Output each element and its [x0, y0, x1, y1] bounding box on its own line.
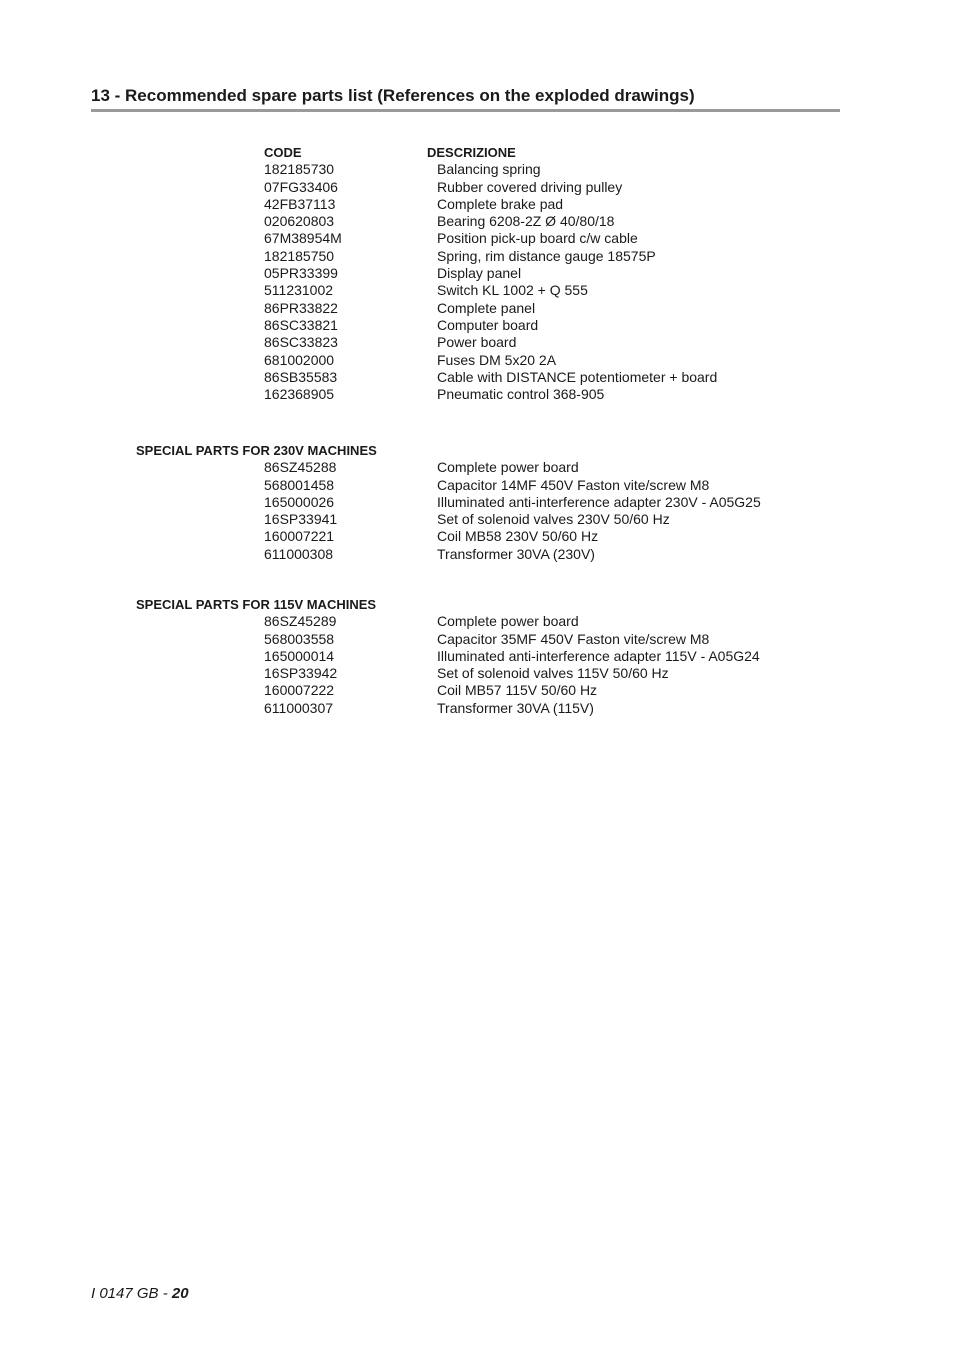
part-description: Set of solenoid valves 115V 50/60 Hz — [437, 665, 669, 682]
part-code: 05PR33399 — [264, 265, 338, 282]
table-row — [0, 613, 954, 630]
table-row — [0, 248, 954, 265]
part-description: Position pick-up board c/w cable — [437, 230, 638, 247]
part-code: 020620803 — [264, 213, 335, 230]
part-description: Illuminated anti-interference adapter 230V - A05G25 — [437, 493, 761, 510]
table-row — [0, 161, 954, 178]
part-code: 07FG33406 — [264, 178, 338, 195]
part-code: 162368905 — [264, 386, 335, 403]
part-code: 86SZ45288 — [264, 459, 337, 476]
part-code: 568001458 — [264, 476, 335, 493]
group-230v-table — [0, 442, 954, 563]
group-230v-title: SPECIAL PARTS FOR 230V MACHINES — [136, 443, 377, 458]
part-description: Pneumatic control 368-905 — [437, 386, 605, 403]
table-row — [0, 282, 954, 299]
group-115v-title: SPECIAL PARTS FOR 115V MACHINES — [136, 597, 377, 612]
part-description: Complete power board — [437, 459, 579, 476]
table-row — [0, 369, 954, 386]
table-row — [0, 511, 954, 528]
main-parts-table — [0, 144, 954, 403]
table-row — [0, 334, 954, 351]
part-code: 16SP33942 — [264, 665, 338, 682]
part-code: 681002000 — [264, 351, 335, 368]
part-code: 165000026 — [264, 493, 335, 510]
table-row — [0, 665, 954, 682]
part-description: Rubber covered driving pulley — [437, 178, 623, 195]
table-row — [0, 230, 954, 247]
table-row — [0, 196, 954, 213]
group-115v-table — [0, 596, 954, 717]
part-code: 165000014 — [264, 647, 335, 664]
table-row — [0, 317, 954, 334]
table-row — [0, 265, 954, 282]
part-description: Fuses DM 5x20 2A — [437, 351, 557, 368]
part-description: Coil MB57 115V 50/60 Hz — [437, 682, 598, 699]
section-heading: 13 - Recommended spare parts list (References on the exploded drawings) — [91, 86, 695, 105]
table-row — [0, 213, 954, 230]
part-code: 86SZ45289 — [264, 613, 337, 630]
part-description: Display panel — [437, 265, 522, 282]
table-row — [0, 682, 954, 699]
table-row — [0, 631, 954, 648]
table-row — [0, 179, 954, 196]
table-row — [0, 352, 954, 369]
part-code: 611000307 — [264, 699, 334, 716]
part-code: 160007222 — [264, 682, 335, 699]
part-code: 86SC33823 — [264, 334, 338, 351]
part-description: Complete brake pad — [437, 195, 564, 212]
part-code: 86PR33822 — [264, 299, 338, 316]
table-row — [0, 528, 954, 545]
part-code: 42FB37113 — [264, 195, 336, 212]
part-description: Balancing spring — [437, 161, 541, 178]
part-description: Complete panel — [437, 299, 536, 316]
part-description: Coil MB58 230V 50/60 Hz — [437, 528, 599, 545]
document-reference: I 0147 GB - — [91, 1285, 172, 1302]
part-code: 86SC33821 — [264, 316, 338, 333]
table-row — [0, 459, 954, 476]
part-code: 16SP33941 — [264, 511, 338, 528]
heading-divider — [91, 109, 840, 112]
part-description: Spring, rim distance gauge 18575P — [437, 247, 656, 264]
code-column-header: CODE — [264, 145, 302, 160]
part-description: Transformer 30VA (115V) — [437, 699, 594, 716]
table-header-row — [0, 144, 954, 161]
table-row — [0, 700, 954, 717]
part-code: 611000308 — [264, 545, 334, 562]
page-footer — [91, 1285, 189, 1302]
table-row — [0, 494, 954, 511]
part-description: Power board — [437, 334, 517, 351]
part-description: Set of solenoid valves 230V 50/60 Hz — [437, 511, 670, 528]
part-description: Complete power board — [437, 613, 579, 630]
part-code: 160007221 — [264, 528, 335, 545]
part-code: 86SB35583 — [264, 368, 338, 385]
table-row — [0, 648, 954, 665]
part-description: Switch KL 1002 + Q 555 — [437, 282, 588, 299]
part-code: 182185750 — [264, 247, 335, 264]
part-description: Capacitor 35MF 450V Faston vite/screw M8 — [437, 630, 710, 647]
part-code: 568003558 — [264, 630, 335, 647]
page-number: 20 — [171, 1285, 189, 1302]
group-title-row — [0, 596, 954, 613]
table-row — [0, 300, 954, 317]
part-description: Cable with DISTANCE potentiometer + board — [437, 368, 718, 385]
part-description: Bearing 6208-2Z Ø 40/80/18 — [437, 213, 615, 230]
table-row — [0, 386, 954, 403]
part-description: Illuminated anti-interference adapter 115V - A05G24 — [437, 647, 760, 664]
part-description: Transformer 30VA (230V) — [437, 545, 595, 562]
part-description: Computer board — [437, 316, 539, 333]
table-row — [0, 477, 954, 494]
description-column-header: DESCRIZIONE — [427, 145, 516, 160]
part-description: Capacitor 14MF 450V Faston vite/screw M8 — [437, 476, 710, 493]
part-code: 67M38954M — [264, 230, 342, 247]
part-code: 511231002 — [264, 282, 334, 299]
part-code: 182185730 — [264, 161, 335, 178]
group-title-row — [0, 442, 954, 459]
table-row — [0, 546, 954, 563]
